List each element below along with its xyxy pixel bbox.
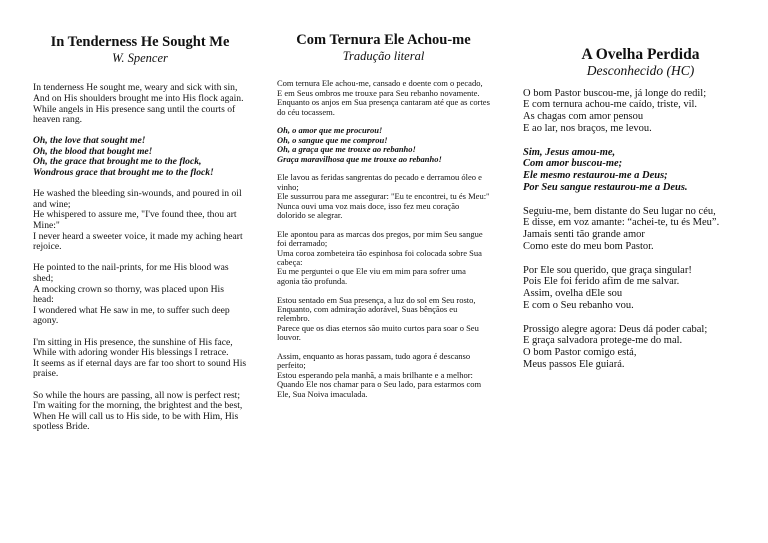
stanza-line: E com ternura achou-me caído, triste, vil. <box>523 99 698 111</box>
stanza-line: Jamais senti tão grande amor <box>523 229 645 241</box>
english-hymn-column <box>33 0 247 444</box>
stanza-line: I'm waiting for the morning, the brightest and the best, <box>33 400 243 412</box>
stanza-line: Oh, o sangue que me comprou! <box>277 134 388 145</box>
hymn-author: W. Spencer <box>112 50 168 65</box>
stanza-line: Assim, ovelha dEle sou <box>523 288 623 300</box>
hymn-title: A Ovelha Perdida <box>581 46 700 63</box>
stanza-line: He pointed to the nail-prints, for me His blood was shed; <box>33 262 229 284</box>
stanza-line: A mocking crown so thorny, was placed upon His head: <box>33 283 224 306</box>
stanza-line: Ele sussurrou para me assegurar: "Eu te encontrei, tu és Meu:" <box>277 191 490 202</box>
stanza-line: Ele apontou para as marcas dos pregos, por mim Seu sangue foi derramado; <box>277 228 483 249</box>
stanza-line: And on His shoulders brought me into His flock again. <box>33 92 244 104</box>
stanza-line: Eu me perguntei o que Ele viu em mim para sofrer uma agonia tão profunda. <box>277 266 466 286</box>
verse-stanza <box>277 79 490 117</box>
stanza-line: Enquanto, com admiração adorável, Suas bênçãos eu relembro. <box>277 304 458 324</box>
hymn-author: Desconhecido (HC) <box>586 63 695 79</box>
stanza-list <box>523 88 758 371</box>
stanza-line: Estou esperando pela manhã, a mais brilhante e a melhor: <box>277 369 473 380</box>
stanza-list <box>33 83 247 433</box>
chorus-stanza <box>33 136 247 178</box>
stanza-line: I never heard a sweeter voice, it made my aching heart rejoice. <box>33 230 243 253</box>
literal-translation-column <box>277 0 490 408</box>
stanza-line: While angels in His presence sang until the courts of heaven rang. <box>33 103 236 126</box>
verse-stanza <box>33 338 247 380</box>
verse-stanza <box>277 230 490 286</box>
hymn-subtitle: Tradução literal <box>342 48 425 63</box>
hymn-title: Com Ternura Ele Achou-me <box>296 32 471 48</box>
stanza-list <box>277 79 490 399</box>
stanza-line: E ao lar, nos braços, me levou. <box>523 122 652 134</box>
stanza-line: Ele mesmo restaurou-me a Deus; <box>523 170 668 182</box>
stanza-line: Oh, a graça que me trouxe ao rebanho! <box>277 144 416 155</box>
verse-stanza <box>33 189 247 253</box>
stanza-line: Assim, enquanto as horas passam, tudo agora é descanso perfeito; <box>277 351 471 371</box>
stanza-line: Quando Ele nos chamar para o Seu lado, para estarmos com Ele, Sua Noiva imaculada. <box>277 379 482 399</box>
stanza-line: Enquanto os anjos em Sua presença cantaram até que as cortes do céu tocassem. <box>277 97 490 117</box>
stanza-line: Por Ele sou querido, que graça singular! <box>523 264 692 276</box>
stanza-line: E disse, em voz amante: “achei-te, tu és Meu”. <box>523 217 720 229</box>
stanza-line: Com ternura Ele achou-me, cansado e doente com o pecado, <box>277 78 483 89</box>
verse-stanza <box>277 296 490 343</box>
stanza-line: Oh, the grace that brought me to the flock, <box>33 156 202 168</box>
stanza-line: Oh, the blood that bought me! <box>33 145 153 157</box>
stanza-line: E graça salvadora protege-me do mal. <box>523 335 683 347</box>
stanza-line: Oh, o amor que me procurou! <box>277 125 383 136</box>
stanza-line: Prossigo alegre agora: Deus dá poder cabal; <box>523 323 708 335</box>
stanza-line: While with adoring wonder His blessings I retrace. <box>33 347 229 359</box>
hymn-title: In Tenderness He Sought Me <box>50 34 230 50</box>
stanza-line: It seems as if eternal days are far too short to sound His praise. <box>33 357 247 380</box>
verse-stanza <box>523 324 758 371</box>
verse-stanza <box>277 352 490 399</box>
stanza-line: Parece que os dias eternos são muito curtos para soar o Seu louvor. <box>277 322 479 343</box>
stanza-line: Por Seu sangue restaurou-me a Deus. <box>523 181 688 193</box>
stanza-line: Seguiu-me, bem distante do Seu lugar no céu, <box>523 205 716 217</box>
chorus-stanza <box>277 126 490 164</box>
stanza-line: E com o Seu rebanho vou. <box>523 299 634 311</box>
stanza-line: Ele lavou as feridas sangrentas do pecado e derramou óleo e vinho; <box>277 172 482 192</box>
stanza-line: Graça maravilhosa que me trouxe ao rebanho! <box>277 153 442 164</box>
chorus-stanza <box>523 147 758 194</box>
stanza-line: Nunca ouvi uma voz mais doce, isso fez meu coração dolorido se alegrar. <box>277 200 460 220</box>
stanza-line: Estou sentado em Sua presença, a luz do sol em Seu rosto, <box>277 294 476 305</box>
stanza-line: Sim, Jesus amou-me, <box>523 146 616 158</box>
stanza-line: Como este do meu bom Pastor. <box>523 240 654 252</box>
stanza-line: When He will call us to His side, to be with Him, His spotless Bride. <box>33 410 239 433</box>
verse-stanza <box>523 265 758 312</box>
portuguese-hymn-column <box>523 0 758 382</box>
verse-stanza <box>277 173 490 220</box>
stanza-line: I'm sitting in His presence, the sunshine of His face, <box>33 336 233 348</box>
stanza-line: O bom Pastor comigo está, <box>523 347 637 359</box>
stanza-line: He whispered to assure me, "I've found thee, thou art Mine:" <box>33 209 237 232</box>
stanza-line: Pois Ele foi ferido afim de me salvar. <box>523 276 680 288</box>
stanza-line: O bom Pastor buscou-me, já longe do redil; <box>523 87 707 99</box>
stanza-line: Wondrous grace that brought me to the flock! <box>33 167 214 179</box>
stanza-line: In tenderness He sought me, weary and sick with sin, <box>33 82 238 94</box>
stanza-line: Com amor buscou-me; <box>523 158 623 170</box>
verse-stanza <box>523 206 758 253</box>
stanza-line: Uma coroa zombeteira tão espinhosa foi colocada sobre Sua cabeça: <box>277 247 482 267</box>
verse-stanza <box>33 263 247 327</box>
stanza-line: So while the hours are passing, all now is perfect rest; <box>33 389 241 401</box>
verse-stanza <box>523 88 758 135</box>
stanza-line: As chagas com amor pensou <box>523 111 644 123</box>
stanza-line: Meus passos Ele guiará. <box>523 358 625 370</box>
stanza-line: I wondered what He saw in me, to suffer such deep agony. <box>33 304 230 327</box>
stanza-line: E em Seus ombros me trouxe para Seu rebanho novamente. <box>277 87 480 98</box>
stanza-line: He washed the bleeding sin-wounds, and poured in oil and wine; <box>33 188 242 210</box>
stanza-line: Oh, the love that sought me! <box>33 135 146 147</box>
verse-stanza <box>33 83 247 125</box>
verse-stanza <box>33 391 247 433</box>
